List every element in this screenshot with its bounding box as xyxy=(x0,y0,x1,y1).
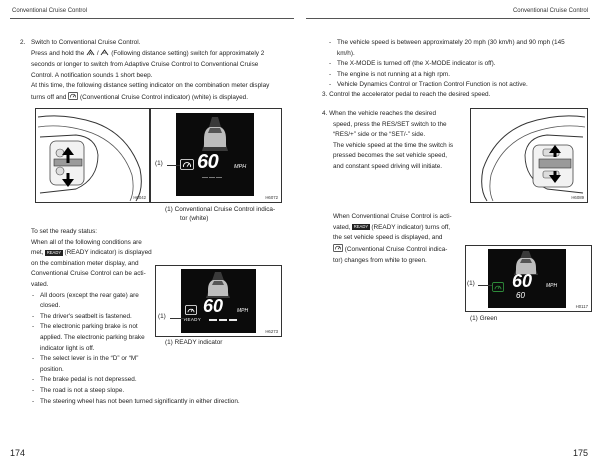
ready-meter-figure xyxy=(155,265,282,337)
callout-label: (1) xyxy=(467,280,475,287)
list-item: - The brake pedal is not depressed. xyxy=(31,375,153,386)
list-item: - The driver's seatbelt is fastened. xyxy=(31,312,153,323)
text-span: The vehicle speed is between approximately 20 mph (30 km/h) and 90 mph (145 xyxy=(337,39,565,46)
steering-switch-figure xyxy=(35,108,150,203)
figure-code: H0117 xyxy=(575,304,588,309)
set-speed-dash xyxy=(219,319,227,321)
text-span: position. xyxy=(40,365,64,373)
callout-leader xyxy=(478,285,492,286)
cruise-control-indicator-icon xyxy=(180,159,194,170)
callout-leader xyxy=(170,318,186,319)
text-span: vated, xyxy=(333,223,351,231)
vehicle-icon xyxy=(192,117,238,151)
list-item: - The engine is not running at a high rpm. xyxy=(328,70,592,81)
text-span: All doors (except the rear gate) are xyxy=(40,291,139,299)
green-indicator-text xyxy=(333,212,468,267)
list-item xyxy=(328,38,592,59)
text-span: indicator light is off. xyxy=(40,344,95,352)
ready-line: on the combination meter display, and xyxy=(31,259,139,267)
set-speed-dash xyxy=(209,319,217,321)
green-line xyxy=(333,244,468,257)
list-item: - Vehicle Dynamics Control or Traction Control Function is not active. xyxy=(328,80,592,91)
cruise-control-indicator-icon xyxy=(333,244,343,257)
step-2-line: Switch to Conventional Cruise Control. xyxy=(31,39,141,46)
text-span: The electronic parking brake is not xyxy=(40,323,138,331)
ready-line xyxy=(31,248,153,259)
page-number-left: 174 xyxy=(10,448,26,458)
speed-readout: 60 xyxy=(512,271,533,291)
list-item: - The road is not a steep slope. xyxy=(31,386,153,397)
activation-conditions xyxy=(328,38,592,91)
green-meter-figure xyxy=(465,245,592,312)
left-header-rule xyxy=(10,18,294,19)
step-4-text xyxy=(322,109,470,173)
text-span: km/h). xyxy=(337,49,355,57)
ready-line: When all of the following conditions are xyxy=(31,238,142,246)
callout-label: (1) xyxy=(158,313,166,320)
step-4-line: pressed becomes the set vehicle speed, xyxy=(333,152,448,160)
text-span: (Conventional Cruise Control indicator) (white) is displayed. xyxy=(79,93,248,101)
cruise-control-indicator-icon xyxy=(492,282,504,292)
step-2-number: 2. xyxy=(20,39,26,46)
set-speed-readout: 60 xyxy=(516,291,525,300)
ready-line: Conventional Cruise Control can be acti- xyxy=(31,270,146,278)
steering-wheel-illustration xyxy=(471,109,587,202)
cruise-control-indicator-icon xyxy=(185,305,197,315)
speed-unit: MPH xyxy=(546,283,558,289)
set-speed-dashes: ——— xyxy=(202,175,223,181)
text-span: (READY indicator) turns off, xyxy=(371,223,451,231)
step-2-line: At this time, the following distance setting indicator on the combination meter display xyxy=(31,82,270,90)
step-2-line: seconds or longer to switch from Adaptive Cruise Control to Conventional Cruise xyxy=(31,61,259,69)
caption-line: (1) Conventional Cruise Control indica- xyxy=(165,206,276,213)
text-span: The select lever is in the “D” or “M” xyxy=(40,355,139,363)
list-item: - The X-MODE is turned off (the X-MODE indicator is off). xyxy=(328,59,592,70)
meter-display xyxy=(176,113,254,196)
steering-wheel-illustration xyxy=(36,109,149,202)
speed-unit: MPH xyxy=(237,308,249,314)
step-4-line: and constant speed driving will initiate. xyxy=(333,162,443,170)
ready-indicator-badge: READY xyxy=(46,249,62,255)
text-span: applied. The electronic parking brake xyxy=(40,333,145,341)
right-header-rule xyxy=(306,18,590,19)
text-span: closed. xyxy=(40,302,61,310)
figure-caption: (1) READY indicator xyxy=(165,339,223,346)
step-2-line: Control. A notification sounds 1 short beep. xyxy=(31,71,153,79)
step-4-line: “RES/+” side or the “SET/-” side. xyxy=(333,131,426,139)
step-2-line xyxy=(31,92,293,105)
text-span: met, xyxy=(31,249,44,257)
list-item xyxy=(31,354,153,375)
step-4-line: 4. When the vehicle reaches the desired xyxy=(322,110,437,117)
distance-long-icon xyxy=(100,49,109,61)
text-span: (Following distance setting) switch for approximately 2 xyxy=(111,49,265,57)
speed-unit: MPH xyxy=(234,164,247,170)
slash-text: / xyxy=(96,49,99,57)
figure-code: H6072 xyxy=(265,195,278,200)
figure-code: H6042 xyxy=(133,195,146,200)
list-item xyxy=(31,291,153,312)
step-2-text xyxy=(31,38,293,105)
green-line: the set vehicle speed is displayed, and xyxy=(333,234,443,242)
page-number-right: 175 xyxy=(572,448,588,458)
callout-leader xyxy=(167,165,180,166)
speed-readout: 60 xyxy=(203,296,224,316)
green-line xyxy=(333,223,468,234)
meter-display xyxy=(488,249,566,308)
step-3-text: 3. Control the accelerator pedal to reach the desired speed. xyxy=(322,91,491,98)
text-span: (Conventional Cruise Control indica- xyxy=(344,245,448,253)
step-4-line: The vehicle speed at the time the switch is xyxy=(333,141,454,149)
text-span: (READY indicator) is displayed xyxy=(64,249,152,257)
res-set-switch-figure xyxy=(470,108,588,203)
caption-line: tor (white) xyxy=(180,215,209,222)
callout-label: (1) xyxy=(155,160,163,167)
conditions-list xyxy=(328,38,592,91)
set-speed-dash xyxy=(229,319,237,321)
list-item xyxy=(31,322,153,354)
speed-readout: 60 xyxy=(197,151,219,173)
ready-indicator-badge: READY xyxy=(353,224,369,230)
meter-display xyxy=(181,269,256,333)
text-span: Press and hold the xyxy=(31,49,85,57)
vehicle-icon xyxy=(197,272,239,298)
text-span: turns off and xyxy=(31,93,67,101)
figure-caption: (1) Green xyxy=(470,315,498,322)
ready-indicator-text: READY xyxy=(184,317,202,322)
green-line: tor) changes from white to green. xyxy=(333,257,427,265)
meter-display-figure xyxy=(150,108,282,203)
cruise-control-indicator-icon xyxy=(68,92,78,105)
right-running-header: Conventional Cruise Control xyxy=(512,8,588,14)
ready-line: vated. xyxy=(31,280,49,288)
distance-short-icon xyxy=(86,49,95,61)
figure-caption xyxy=(165,205,290,223)
list-item: - The steering wheel has not been turned significantly in either direction. xyxy=(31,397,153,408)
figure-code: H6273 xyxy=(265,329,278,334)
ready-intro: To set the ready status: xyxy=(31,228,98,235)
figure-code: H6089 xyxy=(571,195,584,200)
step-4-line: speed, press the RES/SET switch to the xyxy=(333,120,447,128)
left-running-header: Conventional Cruise Control xyxy=(12,8,88,14)
green-line: When Conventional Cruise Control is acti- xyxy=(333,213,452,220)
step-2-line xyxy=(31,49,293,61)
